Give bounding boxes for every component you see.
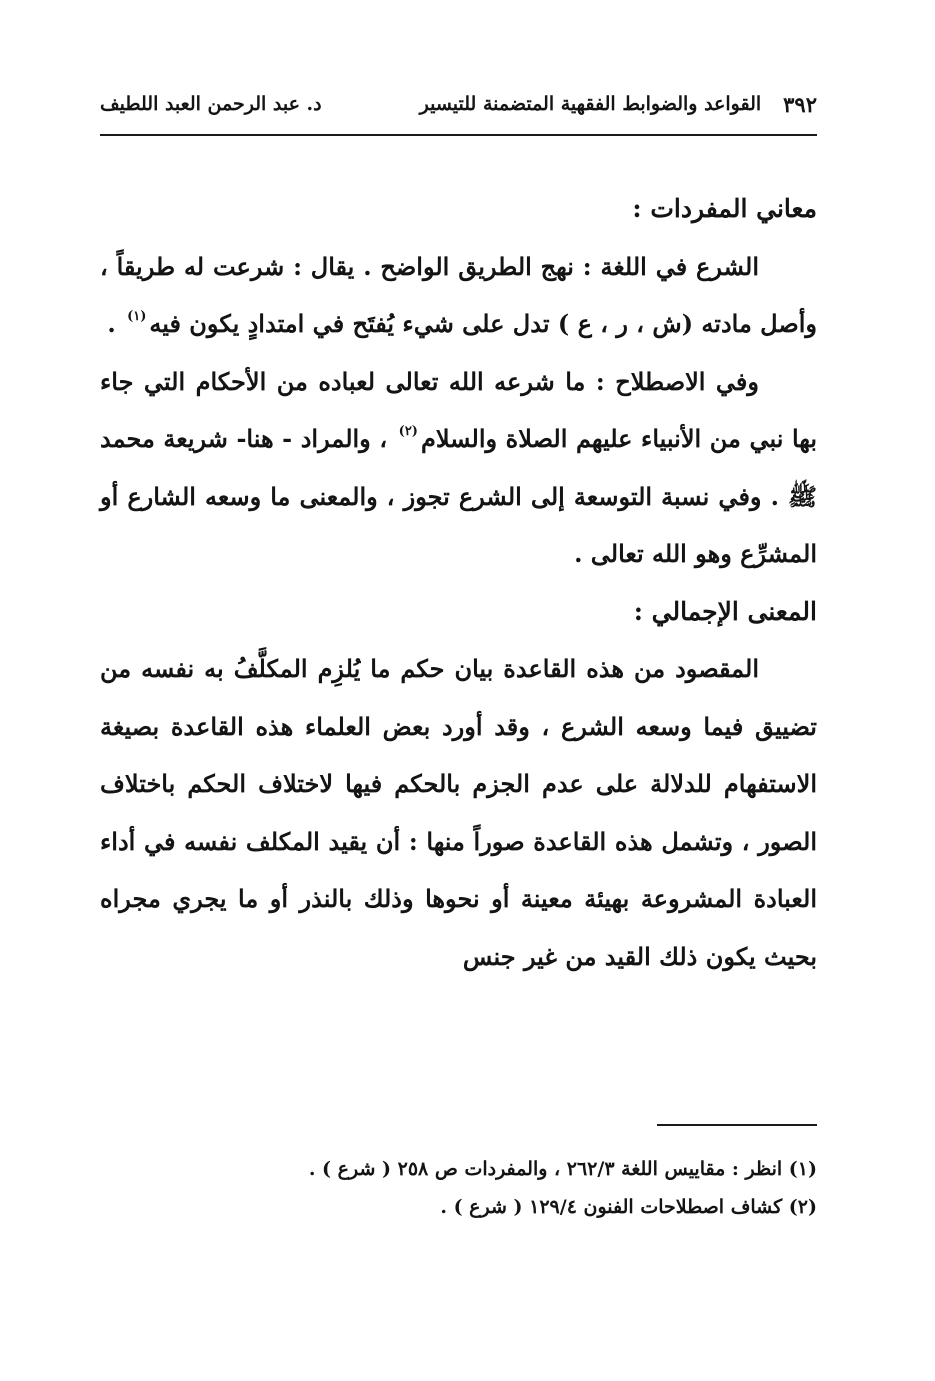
footnote-2: (٢) كشاف اصطلاحات الفنون ١٢٩/٤ ( شرع ) . (440, 1196, 817, 1218)
heading-vocabulary: معاني المفردات : (632, 194, 817, 223)
technical-meaning-text-a: وفي الاصطلاح : ما شرعه الله تعالى لعباده من الأحكام التي جاء بها نبي من الأنبياء عليهم الصلاة والسلام (100, 366, 817, 453)
heading-general-meaning: المعنى الإجمالي : (633, 596, 817, 626)
language-meaning-text: الشرع في اللغة : نهج الطريق الواضح . يقال : شرعت له طريقاً ، وأصل مادته (ش ، ر ، ع ) تدل على شيء يُفتَح في امتدادٍ يكون فيه (100, 251, 817, 338)
paragraph-language-meaning (100, 238, 817, 353)
book-title: القواعد والضوابط الفقهية المتضمنة للتيسير (419, 93, 762, 115)
footnote-ref-1: (١) (127, 309, 147, 324)
page-body (100, 180, 817, 985)
paragraph-technical-meaning (100, 353, 817, 583)
header-divider (100, 134, 817, 136)
paragraph-general-meaning: المقصود من هذه القاعدة بيان حكم ما يُلزِم المكلَّفُ به نفسه من تضييق فيما وسعه الشرع ، وقد أورد بعض العلماء هذه القاعدة بصيغة الاستفهام للدلالة على عدم الجزم بالحكم فيها لاختلاف الحكم باختلاف الصور ، وتشمل هذه القاعدة صوراً منها : أن يقيد المكلف نفسه في أداء العبادة المشروعة بهيئة معينة أو نحوها وذلك بالنذر أو ما يجري مجراه بحيث يكون ذلك القيد من غير جنس (100, 654, 817, 971)
footnote-ref-2: (٢) (398, 424, 418, 439)
footnote-divider (657, 1124, 817, 1126)
footnote-1: (١) انظر : مقاييس اللغة ٢٦٢/٣ ، والمفردات ص ٢٥٨ ( شرع ) . (308, 1158, 817, 1180)
author-name: د. عبد الرحمن العبد اللطيف (100, 93, 322, 115)
language-meaning-end: . (107, 309, 125, 338)
technical-meaning-text-b: ، والمراد - هنا- شريعة محمد ﷺ . وفي نسبة التوسعة إلى الشرع تجوز ، والمعنى ما وسعه الشارع أو المشرِّع وهو الله تعالى . (100, 424, 817, 568)
running-header (100, 84, 817, 124)
footnotes (100, 1150, 817, 1226)
page-number: ٣٩٢ (783, 91, 817, 117)
